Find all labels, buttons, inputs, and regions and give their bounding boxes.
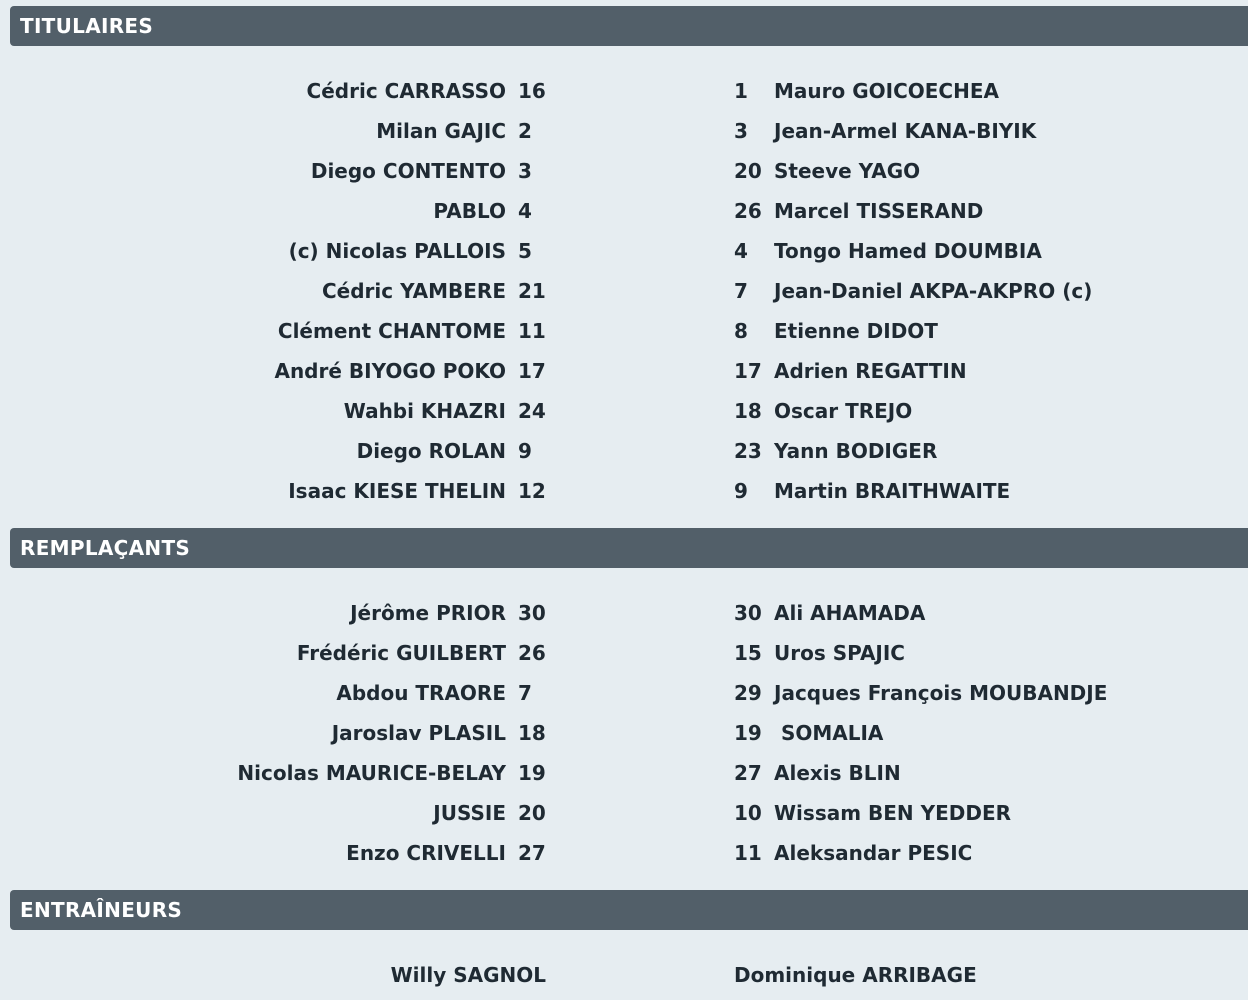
home-player-name[interactable]: JUSSIE — [433, 801, 506, 825]
home-player-name[interactable]: Wahbi KHAZRI — [343, 399, 506, 423]
home-player-number: 26 — [518, 641, 546, 665]
away-player-number: 27 — [734, 761, 762, 785]
substitute-row — [0, 753, 1248, 793]
away-coach-name[interactable]: Dominique ARRIBAGE — [734, 963, 977, 987]
section-header-coaches: ENTRAÎNEURS — [10, 890, 1248, 930]
home-player-number: 18 — [518, 721, 546, 745]
home-player-name[interactable]: Enzo CRIVELLI — [346, 841, 506, 865]
home-player-number: 9 — [518, 439, 532, 463]
starter-row — [0, 151, 1248, 191]
away-player-number: 7 — [734, 279, 748, 303]
away-player-name[interactable]: Aleksandar PESIC — [774, 841, 973, 865]
substitute-row — [0, 633, 1248, 673]
away-player-name[interactable]: Jacques François MOUBANDJE — [774, 681, 1108, 705]
away-player-name[interactable]: Mauro GOICOECHEA — [774, 79, 999, 103]
away-player-name[interactable]: Etienne DIDOT — [774, 319, 938, 343]
home-player-name[interactable]: PABLO — [433, 199, 506, 223]
home-player-number: 2 — [518, 119, 532, 143]
home-player-name[interactable]: Isaac KIESE THELIN — [288, 479, 506, 503]
away-player-name[interactable]: Steeve YAGO — [774, 159, 921, 183]
starter-row — [0, 391, 1248, 431]
home-player-name[interactable]: Jaroslav PLASIL — [331, 721, 506, 745]
home-player-name[interactable]: André BIYOGO POKO — [274, 359, 506, 383]
away-player-number: 30 — [734, 601, 762, 625]
home-player-number: 12 — [518, 479, 546, 503]
away-player-number: 4 — [734, 239, 748, 263]
home-player-number: 16 — [518, 79, 546, 103]
substitute-row — [0, 833, 1248, 873]
away-player-number: 23 — [734, 439, 762, 463]
substitute-row — [0, 713, 1248, 753]
away-player-number: 29 — [734, 681, 762, 705]
home-player-name[interactable]: Jérôme PRIOR — [350, 601, 506, 625]
away-player-number: 19 — [734, 721, 762, 745]
home-player-name[interactable]: Nicolas MAURICE-BELAY — [237, 761, 506, 785]
away-player-name[interactable]: Oscar TREJO — [774, 399, 913, 423]
home-player-name[interactable]: Diego CONTENTO — [310, 159, 506, 183]
away-player-name[interactable]: Martin BRAITHWAITE — [774, 479, 1011, 503]
away-player-name[interactable]: Marcel TISSERAND — [774, 199, 984, 223]
away-player-number: 1 — [734, 79, 748, 103]
away-player-name[interactable]: SOMALIA — [774, 721, 884, 745]
section-header-starters: TITULAIRES — [10, 6, 1248, 46]
away-player-name[interactable]: Jean-Armel KANA-BIYIK — [774, 119, 1037, 143]
home-player-number: 21 — [518, 279, 546, 303]
home-player-name[interactable]: Diego ROLAN — [356, 439, 506, 463]
substitute-row — [0, 593, 1248, 633]
home-player-number: 11 — [518, 319, 546, 343]
starter-row — [0, 191, 1248, 231]
substitute-row — [0, 793, 1248, 833]
starter-row — [0, 111, 1248, 151]
away-player-number: 17 — [734, 359, 762, 383]
home-player-number: 4 — [518, 199, 532, 223]
away-player-number: 18 — [734, 399, 762, 423]
starter-row — [0, 271, 1248, 311]
home-player-name[interactable]: Milan GAJIC — [376, 119, 506, 143]
away-player-name[interactable]: Jean-Daniel AKPA-AKPRO (c) — [774, 279, 1093, 303]
starter-row — [0, 471, 1248, 511]
home-player-number: 3 — [518, 159, 532, 183]
home-player-number: 5 — [518, 239, 532, 263]
home-player-number: 20 — [518, 801, 546, 825]
away-player-number: 15 — [734, 641, 762, 665]
away-player-number: 8 — [734, 319, 748, 343]
starter-row — [0, 431, 1248, 471]
home-player-number: 27 — [518, 841, 546, 865]
away-player-name[interactable]: Alexis BLIN — [774, 761, 901, 785]
home-player-number: 17 — [518, 359, 546, 383]
home-player-name[interactable]: Cédric YAMBERE — [321, 279, 506, 303]
home-player-number: 19 — [518, 761, 546, 785]
away-player-number: 26 — [734, 199, 762, 223]
coach-row — [0, 955, 1248, 995]
home-player-name[interactable]: (c) Nicolas PALLOIS — [288, 239, 506, 263]
starter-row — [0, 71, 1248, 111]
home-player-name[interactable]: Cédric CARRASSO — [306, 79, 506, 103]
starter-row — [0, 311, 1248, 351]
away-player-number: 9 — [734, 479, 748, 503]
substitute-row — [0, 673, 1248, 713]
away-player-name[interactable]: Wissam BEN YEDDER — [774, 801, 1012, 825]
away-player-number: 11 — [734, 841, 762, 865]
away-player-name[interactable]: Tongo Hamed DOUMBIA — [774, 239, 1042, 263]
away-player-name[interactable]: Uros SPAJIC — [774, 641, 905, 665]
home-player-name[interactable]: Clément CHANTOME — [277, 319, 506, 343]
starter-row — [0, 351, 1248, 391]
home-player-name[interactable]: Frédéric GUILBERT — [296, 641, 506, 665]
away-player-name[interactable]: Ali AHAMADA — [774, 601, 926, 625]
away-player-name[interactable]: Adrien REGATTIN — [774, 359, 967, 383]
away-player-name[interactable]: Yann BODIGER — [774, 439, 938, 463]
home-player-name[interactable]: Abdou TRAORE — [336, 681, 506, 705]
home-player-number: 7 — [518, 681, 532, 705]
home-player-number: 24 — [518, 399, 546, 423]
home-coach-name[interactable]: Willy SAGNOL — [390, 963, 546, 987]
away-player-number: 20 — [734, 159, 762, 183]
section-header-substitutes: REMPLAÇANTS — [10, 528, 1248, 568]
starter-row — [0, 231, 1248, 271]
home-player-number: 30 — [518, 601, 546, 625]
away-player-number: 10 — [734, 801, 762, 825]
away-player-number: 3 — [734, 119, 748, 143]
